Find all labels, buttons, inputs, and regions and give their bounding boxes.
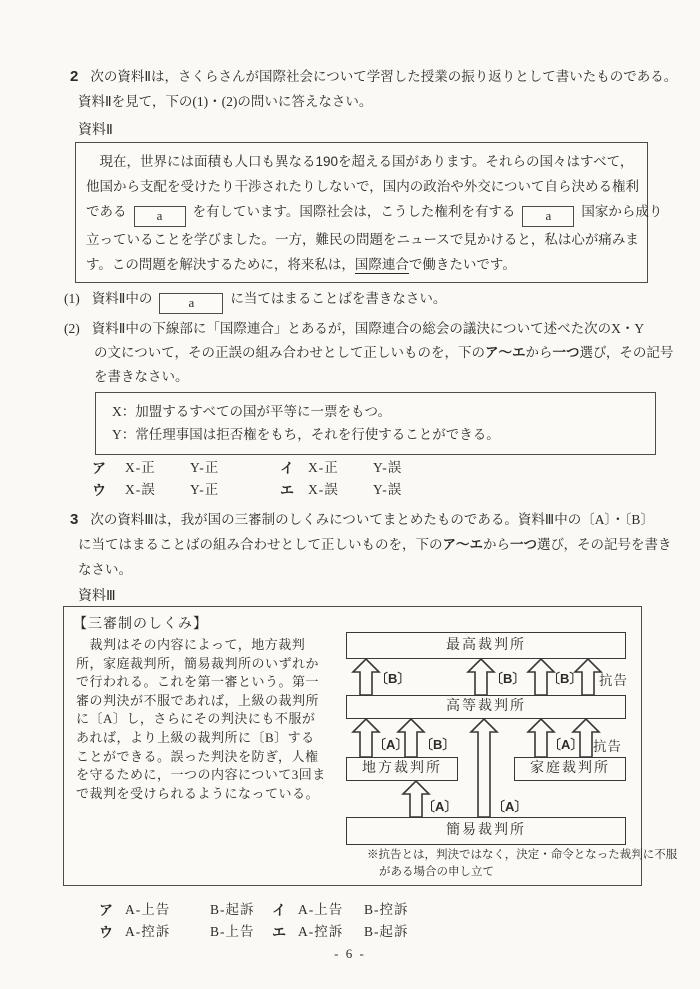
option-value: A-上告 — [125, 902, 171, 917]
paragraph-line: ことができる。誤った判決を防ぎ，人権 — [76, 748, 319, 764]
question-2-2-text2c: から — [525, 345, 553, 360]
shiryo2-line3 — [86, 199, 663, 227]
shiryo2-label: 資料Ⅱ — [78, 123, 113, 138]
option-value: Y-誤 — [373, 482, 403, 497]
footnote-line1: ※抗告とは，判決ではなく，決定・命令となった裁判に不服 — [367, 849, 678, 861]
question-2-intro — [70, 64, 678, 114]
question-2-2-text2a: の文について，その正誤の組み合わせとして正しいものを，下の — [94, 345, 485, 360]
label-B: 〔B〕 — [490, 671, 526, 686]
label-B: 〔B〕 — [375, 671, 411, 686]
option-value: B-控訴 — [364, 902, 409, 917]
paragraph-line: 裁判はその内容によって，地方裁判 — [76, 637, 306, 652]
label-A: 〔A〕 — [548, 737, 584, 752]
shiryo3-panel — [63, 606, 678, 886]
option-value: X-誤 — [125, 482, 156, 497]
paragraph-line: あれば，より上級の裁判所に〔B〕する — [76, 729, 315, 745]
question-3-range-bold: ア～エ — [442, 537, 483, 552]
question-2-intro-line1 — [70, 64, 678, 89]
shiryo2-line1: 現在，世界には面積も人口も異なる190を超える国があります。それらの国々はすべて， — [86, 154, 634, 169]
option-value: A-控訴 — [125, 924, 171, 939]
option-value: X-誤 — [308, 482, 339, 497]
shiryo2-line5-seg2: で働きたいです。 — [408, 257, 516, 272]
statement-x: X：加盟するすべての国が平等に一票をもつ。 — [112, 404, 391, 419]
question-3-intro-line2 — [78, 532, 672, 557]
option-value: A-上告 — [298, 902, 344, 917]
question-3-options — [99, 899, 409, 943]
option-key: イ — [280, 460, 294, 476]
shiryo2-line5-seg1: す。この問題を解決するために，将来私は， — [86, 257, 355, 272]
option-value: B-起訴 — [364, 924, 409, 939]
paragraph-line: で裁判を受けられるようになっている。 — [76, 785, 320, 801]
shiryo2-line3-seg1: である — [86, 204, 127, 219]
blank-box-a-3: a — [159, 293, 223, 314]
question-2-1-pre: 資料Ⅱ中の — [91, 291, 153, 306]
option-value: B-上告 — [210, 924, 255, 939]
shiryo2-line3-seg2: を有しています。国際社会は，こうした権利を有する — [192, 204, 516, 219]
label-B: 〔B〕 — [547, 671, 583, 686]
option-value: B-起訴 — [210, 902, 255, 917]
question-3-text2c: から — [483, 537, 510, 552]
question-2-2-hitotsu-bold: 一つ — [552, 345, 580, 360]
label-A: 〔A〕 — [373, 737, 409, 752]
shiryo2-box — [75, 142, 663, 283]
court-supreme: 最高裁判所 — [346, 632, 626, 659]
shiryo2-line5 — [86, 252, 647, 277]
label-A: 〔A〕 — [422, 799, 458, 814]
question-3-text2e: 選び，その記号を書き — [537, 537, 672, 552]
question-3-intro-line3: なさい。 — [78, 562, 132, 577]
question-3-intro — [70, 507, 672, 582]
label-B: 〔B〕 — [420, 737, 456, 752]
question-2-2-text1: 資料Ⅱ中の下線部に「国際連合」とあるが，国際連合の総会の議決について述べた次のX・Y — [91, 321, 645, 336]
question-2-2-range-bold: ア～エ — [484, 345, 526, 360]
shiryo2-line4: 立っていることを学びました。一方，難民の問題をニュースで見かけると，私は心が痛みま — [86, 232, 639, 247]
court-summary: 簡易裁判所 — [346, 817, 626, 845]
paragraph-line: に〔A〕し，さらにその判決にも不服が — [76, 711, 316, 727]
court-family: 家庭裁判所 — [514, 757, 626, 781]
question-2-2-line1 — [64, 317, 654, 341]
blank-box-a-1: a — [134, 206, 186, 227]
court-district: 地方裁判所 — [346, 757, 458, 781]
question-2-1-post: に当てはまることばを書きなさい。 — [230, 291, 447, 306]
underlined-kokusairengo: 国際連合 — [354, 257, 409, 272]
option-value: Y-正 — [190, 460, 220, 475]
option-value: Y-正 — [190, 482, 220, 497]
option-key: エ — [280, 482, 294, 498]
sanshinsei-title: 【三審制のしくみ】 — [73, 617, 208, 632]
option-key: ア — [92, 460, 106, 476]
page-number: - 6 - — [334, 946, 366, 961]
court-high: 高等裁判所 — [346, 695, 626, 719]
question-2-1 — [64, 287, 446, 314]
blank-box-a-2: a — [522, 206, 574, 227]
option-value: Y-誤 — [373, 460, 403, 475]
shiryo3-label: 資料Ⅲ — [78, 589, 116, 604]
label-A: 〔A〕 — [492, 799, 528, 814]
option-key: イ — [272, 902, 286, 918]
question-2-2-line2 — [94, 341, 674, 365]
paragraph-line: を守るために，一つの内容について3回ま — [76, 767, 326, 783]
option-key: ウ — [99, 924, 113, 940]
question-3-number: 3 — [70, 511, 79, 528]
shiryo2-line3-seg3: 国家から成り — [581, 204, 663, 219]
question-2-number: 2 — [70, 68, 79, 85]
option-value: A-控訴 — [298, 924, 344, 939]
question-3-hitotsu-bold: 一つ — [510, 537, 537, 552]
statement-y: Y：常任理事国は拒否権をもち，それを行使することができる。 — [112, 427, 500, 442]
question-2-2-text2e: 選び，その記号 — [579, 345, 674, 360]
question-2-2 — [64, 317, 674, 389]
question-2-2-number: (2) — [64, 321, 80, 336]
option-value: X-正 — [308, 460, 339, 475]
option-key: エ — [272, 924, 286, 940]
footnote-line2: がある場合の申し立て — [379, 866, 494, 878]
paragraph-line: 所，家庭裁判所，簡易裁判所のいずれか — [76, 655, 320, 671]
question-2-intro-text1: 次の資料Ⅱは，さくらさんが国際社会について学習した授業の振り返りとして書いたものである。 — [90, 69, 678, 84]
option-key: ウ — [92, 482, 106, 498]
question-3-intro-text1: 次の資料Ⅲは，我が国の三審制のしくみについてまとめたものである。資料Ⅲ中の〔A〕・〔B〕 — [90, 512, 654, 527]
question-3-intro-line1 — [70, 507, 660, 532]
option-key: ア — [99, 902, 113, 918]
question-2-intro-text2: 資料Ⅱを見て，下の(1)・(2)の問いに答えなさい。 — [78, 94, 373, 109]
question-2-2-line3: を書きなさい。 — [94, 369, 189, 384]
option-value: X-正 — [125, 460, 156, 475]
paragraph-line: で行われる。これを第一審という。第一 — [76, 674, 320, 690]
kokoku-footnote — [367, 847, 677, 881]
question-2-1-number: (1) — [64, 291, 80, 306]
question-2-options — [92, 457, 402, 501]
label-kokoku: 抗告 — [593, 739, 622, 754]
xy-statement-box — [95, 392, 656, 455]
shiryo2-line2: 他国から支配を受けたり干渉されたりしないで，国内の政治や外交について自ら決める権利 — [86, 179, 639, 194]
question-3-text2a: に当てはまることばの組み合わせとして正しいものを，下の — [78, 537, 443, 552]
paragraph-line: 審の判決が不服であれば，上級の裁判所 — [76, 692, 320, 708]
label-kokoku: 抗告 — [599, 673, 628, 688]
